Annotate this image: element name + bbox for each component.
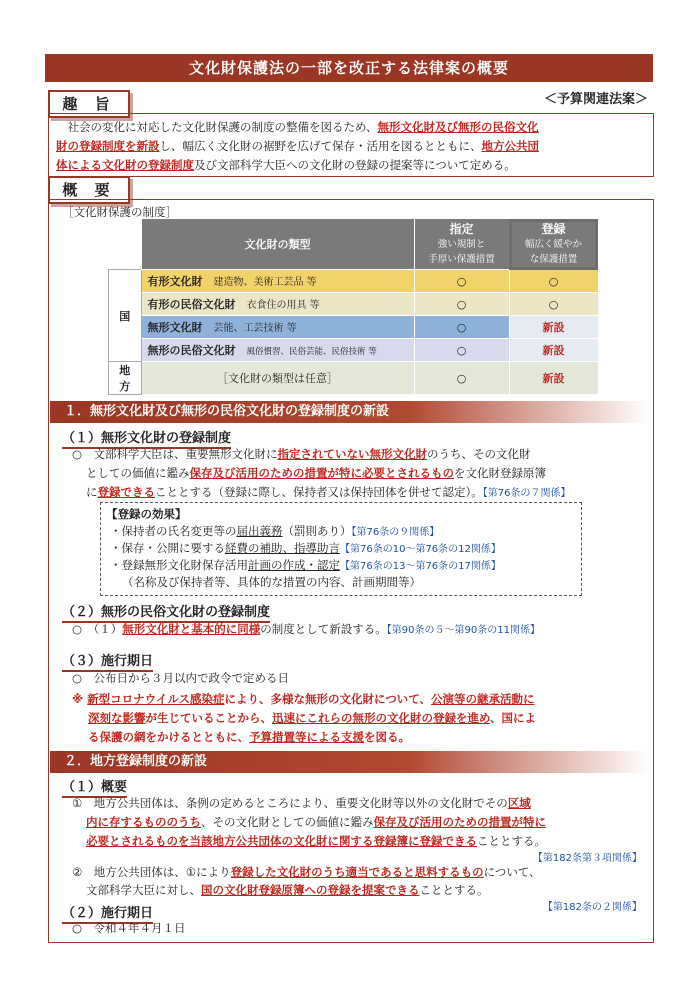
effect-item-1: ・保持者の氏名変更等の届出義務（罰則あり）【第76条の９関係】 (110, 524, 440, 538)
section-header-purpose: 趣 旨 (48, 90, 130, 118)
header-registration: 登録 幅広く緩やか な保護措置 (509, 219, 598, 270)
section2-1-heading: （１）概要 (62, 776, 127, 795)
section-header-overview: 概 要 (48, 176, 130, 204)
s2-effective-date: ○ 令和４年４月１日 (72, 921, 186, 935)
row-tangible: 有形文化財 建造物、美術工芸品 等 (141, 270, 414, 293)
effects-title: 【登録の効果】 (106, 507, 187, 521)
section1-2-heading: （２）無形の民俗文化財の登録制度 (62, 601, 270, 620)
s2-item1-ref: 【第182条第３項関係】 (532, 853, 642, 864)
purpose-line-3: 体による文化財の登録制度及び文部科学大臣への文化財の登録の提案等について定める。 (56, 158, 516, 172)
s2-item2-line1: ② 地方公共団体は、①により登録した文化財のうち適当であると思料するものについて、 (72, 865, 541, 879)
effect-item-3-note: （名称及び保持者等、具体的な措置の内容、計画期間等） (122, 575, 421, 589)
cell-registration: ○ (509, 270, 598, 293)
s1-2-para: ○ （１）無形文化財と基本的に同様の制度として新設する。【第90条の５～第90条の11関係】 (72, 622, 540, 636)
covid-note-line3: る保護の網をかけるとともに、予算措置等による支援を図る。 (88, 730, 410, 744)
section2-band: ２．地方登録制度の新設 (50, 751, 650, 773)
section1-1-heading: （１）無形文化財の登録制度 (62, 427, 231, 446)
s2-item2-line2: 文部科学大臣に対し、国の文化財登録原簿への登録を提案できることとする。 (86, 883, 489, 897)
s2-item1-line3: 必要とされるものを当該地方公共団体の文化財に関する登録簿に登録できることとする。 (86, 834, 546, 848)
s2-item1-line1: ① 地方公共団体は、条例の定めるところにより、重要文化財等以外の文化財でその区域 (72, 796, 531, 810)
cell-registration-new: 新設 (509, 362, 598, 395)
s1-3-para: ○ 公布日から３月以内で政令で定める日 (72, 671, 290, 685)
cultural-property-table (108, 218, 599, 395)
table-caption: ［文化財保護の制度］ (62, 205, 177, 219)
s2-item1-line2: 内に存するもののうち、その文化財としての価値に鑑み保存及び活用のための措置が特に (86, 815, 546, 829)
header-type: 文化財の類型 (141, 219, 414, 270)
row-local: ［文化財の類型は任意］ (141, 362, 414, 395)
covid-note-line2: 深刻な影響が生じていることから、迅速にこれらの無形の文化財の登録を進め、国によ (88, 711, 537, 725)
cell-registration: ○ (509, 293, 598, 316)
budget-related-tag: ＜予算関連法案＞ (543, 92, 648, 107)
cell-designation: ○ (414, 293, 509, 316)
local-label: 地方 (109, 362, 142, 395)
s1-para-line3: に登録できることとする（登録に際し、保持者又は保持団体を併せて認定）。【第76条の７関係】 (86, 485, 571, 499)
cell-designation: ○ (414, 270, 509, 293)
cell-registration-new: 新設 (509, 316, 598, 339)
cell-designation: ○ (414, 339, 509, 362)
section2-2-heading: （２）施行期日 (62, 902, 153, 921)
page-title: 文化財保護法の一部を改正する法律案の概要 (45, 54, 653, 82)
s1-para-line1: ○ 文部科学大臣は、重要無形文化財に指定されていない無形文化財のうち、その文化財 (72, 447, 531, 461)
national-label: 国 (109, 270, 142, 362)
row-intangible: 無形文化財 芸能、工芸技術 等 (141, 316, 414, 339)
purpose-line-2: 財の登録制度を新設し、幅広く文化財の裾野を広げて保存・活用を図るとともに、地方公共団 (56, 139, 539, 153)
s2-item2-ref: 【第182条の２関係】 (542, 902, 642, 913)
effect-item-2: ・保存・公開に要する経費の補助、指導助言【第76条の10～第76条の12関係】 (110, 541, 501, 555)
effect-item-3: ・登録無形文化財保存活用計画の作成・認定【第76条の13～第76条の17関係】 (110, 558, 501, 572)
row-intangible-folk: 無形の民俗文化財 風俗慣習、民俗芸能、民俗技術 等 (141, 339, 414, 362)
header-designation: 指定 強い規制と 手厚い保護措置 (414, 219, 509, 270)
cell-registration-new: 新設 (509, 339, 598, 362)
purpose-line-1: 社会の変化に対応した文化財保護の制度の整備を図るため、無形文化財及び無形の民俗文化 (56, 120, 539, 134)
cell-designation: ○ (414, 316, 509, 339)
section1-band: １．無形文化財及び無形の民俗文化財の登録制度の新設 (50, 401, 650, 423)
covid-note-line1: ※ 新型コロナウイルス感染症により、多様な無形の文化財について、公演等の継承活動に (72, 692, 535, 706)
section1-3-heading: （３）施行期日 (62, 650, 153, 669)
cell-designation: ○ (414, 362, 509, 395)
s1-para-line2: としての価値に鑑み保存及び活用のための措置が特に必要とされるものを文化財登録原簿 (86, 466, 546, 480)
row-tangible-folk: 有形の民俗文化財 衣食住の用具 等 (141, 293, 414, 316)
